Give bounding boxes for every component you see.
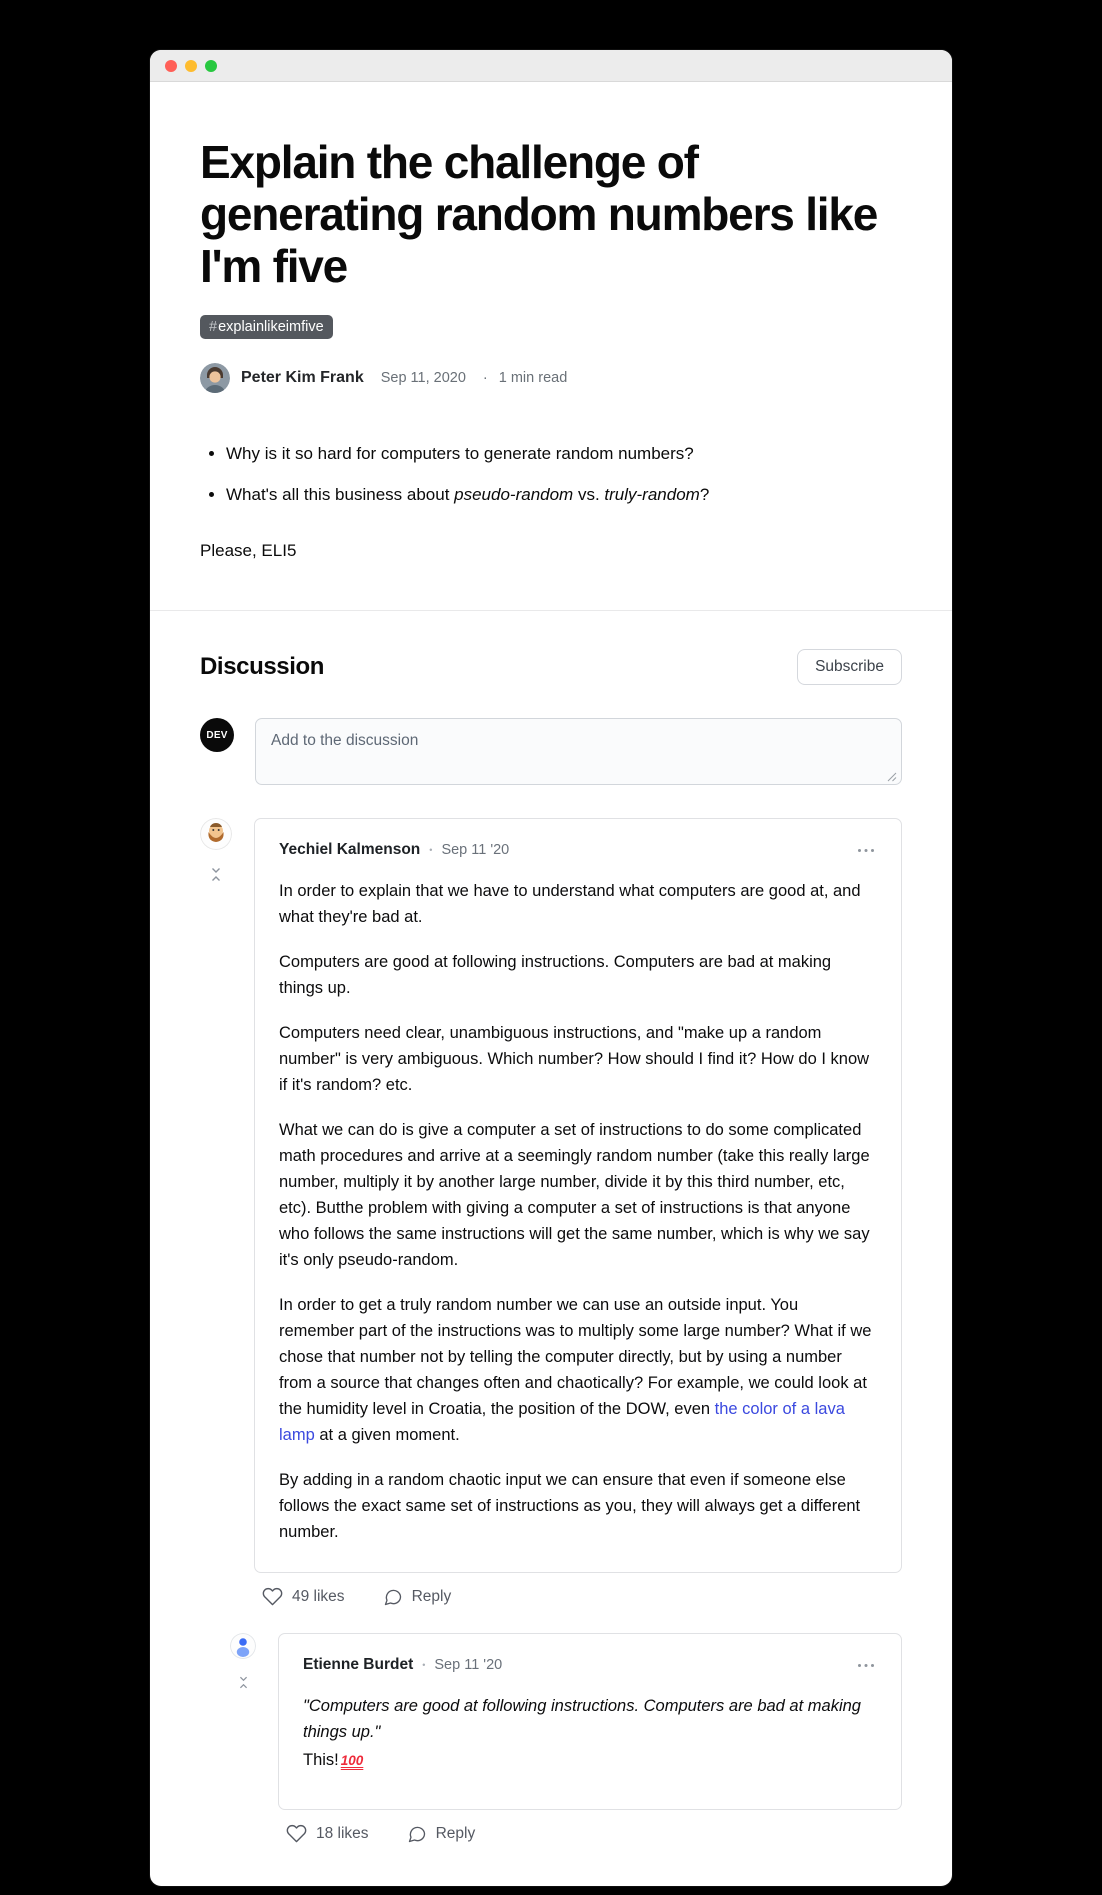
bullet-text: ?: [699, 485, 710, 504]
comment-input-wrap: [255, 718, 902, 790]
post-tag-badge[interactable]: [200, 315, 333, 339]
comment-author[interactable]: Etienne Burdet: [303, 1656, 414, 1673]
comment-date[interactable]: Sep 11 '20: [441, 842, 510, 858]
article-section: [150, 82, 952, 610]
comment-avatar-column: [200, 818, 232, 1607]
likes-button[interactable]: [262, 1586, 345, 1607]
comment-thread-item: [200, 818, 902, 1607]
comment-author[interactable]: Yechiel Kalmenson: [279, 841, 421, 858]
bullet-text: What's all this business about: [226, 485, 455, 504]
comment-date[interactable]: Sep 11 '20: [434, 1657, 503, 1673]
comment-thread-item: [230, 1633, 902, 1844]
paragraph-text: at a given moment.: [314, 1426, 460, 1444]
comment-footer: [262, 1586, 902, 1607]
reply-label: Reply: [435, 1824, 476, 1842]
bullet-text: Why is it so hard for computers to generate random numbers?: [226, 444, 694, 463]
meta-separator: ·: [482, 370, 488, 386]
commenter-avatar[interactable]: [200, 818, 232, 850]
italic-term: truly-random: [604, 485, 700, 504]
comment-header: [279, 841, 877, 859]
hundred-points-emoji: 100: [340, 1753, 364, 1768]
likes-count: 49 likes: [292, 1587, 345, 1605]
comment-input[interactable]: [255, 718, 902, 785]
closing-text: Please, ELI5: [200, 541, 297, 560]
close-window-button[interactable]: [165, 60, 177, 72]
collapse-thread-icon[interactable]: [238, 1675, 249, 1690]
dot-separator: •: [429, 845, 433, 855]
heart-icon: [262, 1586, 283, 1607]
comment-footer: [286, 1823, 902, 1844]
bullet-list: [200, 441, 902, 508]
comment-paragraph: Computers need clear, unambiguous instructions, and "make up a random number" is very ambiguous. Which number? How should I find it? How do I know if it's random? etc.: [279, 1024, 870, 1094]
bullet-text: vs.: [573, 485, 605, 504]
likes-count: 18 likes: [316, 1824, 369, 1842]
window-titlebar: [150, 50, 952, 82]
reply-button[interactable]: [407, 1824, 476, 1844]
comment-avatar-column: [230, 1633, 256, 1844]
comment-main: [254, 818, 902, 1607]
comment-paragraph: [303, 1747, 877, 1774]
comment-bubble-icon: [383, 1587, 403, 1607]
ellipsis-icon: [857, 848, 875, 853]
read-time: 1 min read: [498, 370, 568, 386]
comment-paragraph: [279, 1292, 877, 1448]
ellipsis-icon: [857, 1663, 875, 1668]
bullet-item: [226, 482, 902, 508]
comment-card: [278, 1633, 902, 1810]
comment-options-button[interactable]: [855, 846, 877, 855]
comment-form: [200, 718, 902, 790]
tag-label: explainlikeimfive: [218, 319, 324, 335]
author-row: [200, 363, 902, 393]
comment-paragraph: Computers are good at following instructions. Computers are bad at making things up.: [279, 953, 832, 997]
dev-logo-avatar: DEV: [200, 718, 234, 752]
comment-main: [278, 1633, 902, 1844]
comment-bubble-icon: [407, 1824, 427, 1844]
collapse-thread-icon[interactable]: [210, 866, 222, 883]
lava-lamp-link[interactable]: the color of a lava lamp: [279, 1400, 845, 1444]
reply-label: Reply: [411, 1587, 452, 1605]
discussion-heading: Discussion: [200, 653, 325, 680]
browser-window-card: [150, 50, 952, 1886]
italic-term: pseudo-random: [454, 485, 574, 504]
zoom-window-button[interactable]: [205, 60, 217, 72]
comment-card: [254, 818, 902, 1573]
comment-paragraph: By adding in a random chaotic input we can ensure that even if someone else follows the exact same set of instructions as you, they will always get a different number.: [279, 1471, 861, 1541]
author-name[interactable]: Peter Kim Frank: [241, 369, 364, 386]
minimize-window-button[interactable]: [185, 60, 197, 72]
comment-body: [279, 878, 877, 1545]
hash-symbol: #: [209, 319, 218, 335]
commenter-avatar[interactable]: [230, 1633, 256, 1659]
author-avatar[interactable]: [200, 363, 230, 393]
paragraph-text: This!: [303, 1751, 339, 1769]
comment-header: [303, 1656, 877, 1674]
discussion-header: [200, 649, 902, 685]
reply-button[interactable]: [383, 1587, 452, 1607]
heart-icon: [286, 1823, 307, 1844]
post-date: Sep 11, 2020: [380, 370, 466, 386]
paragraph-text: In order to get a truly random number we can use an outside input. You remember part of the instructions was to multiply some large number? What if we chose that number not by telling the computer directly, but by using a number from a source that changes often and chaotically? For example, we could look at the humidity level in Croatia, the position of the DOW, even: [279, 1296, 872, 1418]
post-title: Explain the challenge of generating random numbers like I'm five: [200, 136, 878, 292]
comment-options-button[interactable]: [855, 1661, 877, 1670]
comment-body: [303, 1693, 877, 1774]
quoted-text: "Computers are good at following instructions. Computers are bad at making things up.": [303, 1697, 861, 1741]
dot-separator: •: [422, 1660, 426, 1670]
comment-paragraph: In order to explain that we have to understand what computers are good at, and what they're bad at.: [279, 882, 861, 926]
comment-paragraph: What we can do is give a computer a set of instructions to do some complicated math procedures and arrive at a seemingly random number (take this really large number, multiply it by another large number, divide it by this third number, etc, etc). Butthe problem with giving a computer a set of instructions is that anyone who follows the same instructions will get the same number, which is why we say it's only pseudo-random.: [279, 1121, 870, 1269]
discussion-section: [150, 611, 952, 1886]
likes-button[interactable]: [286, 1823, 369, 1844]
post-body: [200, 441, 902, 564]
subscribe-button[interactable]: Subscribe: [797, 649, 902, 685]
bullet-item: [226, 441, 902, 467]
